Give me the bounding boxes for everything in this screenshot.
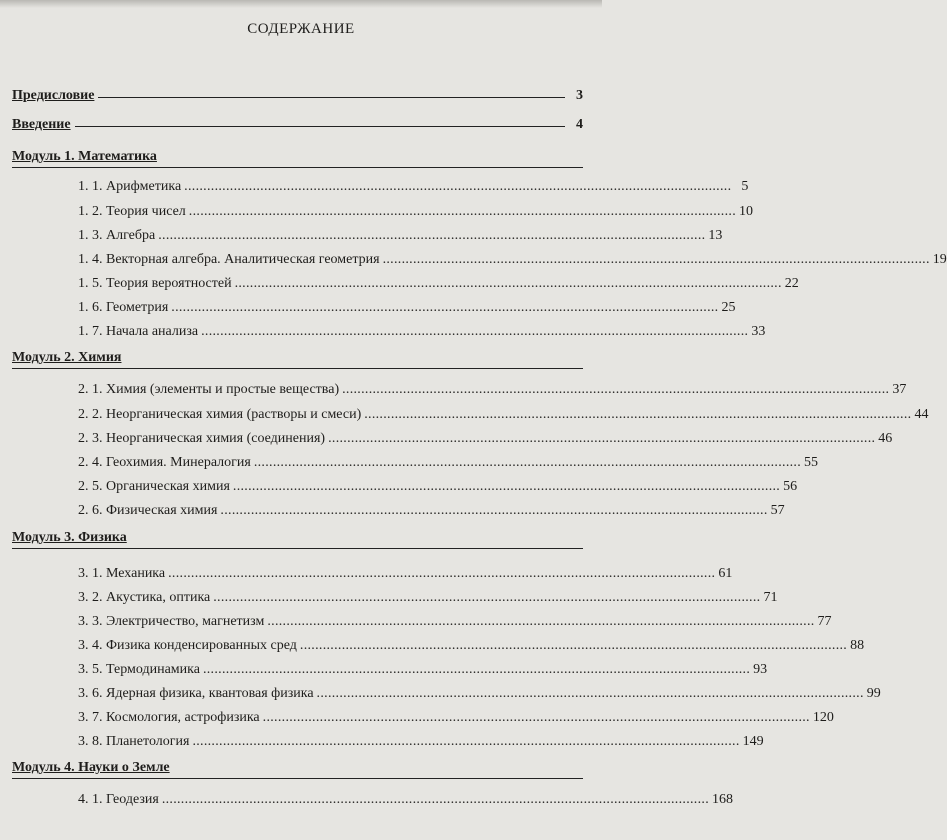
entry-rule xyxy=(98,97,565,98)
toc-item[interactable] xyxy=(78,662,768,678)
leader-dots: ................................................................................................................................................ xyxy=(253,455,802,470)
toc-item[interactable] xyxy=(78,407,929,423)
item-page: 149 xyxy=(742,734,764,749)
item-page: 61 xyxy=(718,566,733,581)
toc-item[interactable] xyxy=(78,686,881,702)
item-page: 56 xyxy=(783,479,798,494)
toc-item[interactable] xyxy=(78,566,733,582)
item-label: 3. 3. Электричество, магнетизм xyxy=(78,614,265,629)
item-page: 22 xyxy=(784,276,799,291)
item-label: 2. 5. Органическая химия xyxy=(78,479,230,494)
leader-dots: ................................................................................................................................................ xyxy=(328,431,876,446)
toc-item[interactable] xyxy=(78,614,832,630)
toc-entry-introduction[interactable] xyxy=(12,117,583,133)
toc-entry-preface[interactable] xyxy=(12,88,583,104)
item-label: 3. 8. Планетология xyxy=(78,734,190,749)
item-page: 19 xyxy=(932,252,947,267)
item-page: 13 xyxy=(708,228,723,243)
module-title: Модуль 3. Физика xyxy=(12,530,127,545)
leader-dots: ................................................................................................................................................ xyxy=(168,566,716,581)
leader-dots: ................................................................................................................................................ xyxy=(234,276,782,291)
toc-item[interactable] xyxy=(78,179,749,195)
module-heading-chemistry[interactable] xyxy=(12,348,583,369)
leader-dots: ................................................................................................................................................ xyxy=(232,479,781,494)
leader-dots: ................................................................................................................................................ xyxy=(299,638,848,653)
toc-item[interactable] xyxy=(78,324,766,340)
leader-dots: ................................................................................................................................................ xyxy=(158,228,706,243)
leader-dots: ................................................................................................................................................ xyxy=(220,503,768,518)
item-label: 1. 6. Геометрия xyxy=(78,300,169,315)
leader-dots: ................................................................................................................................................ xyxy=(184,179,732,194)
item-page: 46 xyxy=(878,431,893,446)
item-label: 4. 1. Геодезия xyxy=(78,792,159,807)
item-page: 44 xyxy=(914,407,929,422)
module-title: Модуль 2. Химия xyxy=(12,350,122,365)
module-heading-earth-sciences[interactable] xyxy=(12,758,583,779)
item-label: 2. 3. Неорганическая химия (соединения) xyxy=(78,431,326,446)
item-label: 3. 2. Акустика, оптика xyxy=(78,590,211,605)
item-page: 5 xyxy=(741,179,749,194)
leader-dots: ................................................................................................................................................ xyxy=(213,590,761,605)
item-page: 71 xyxy=(763,590,778,605)
toc-item[interactable] xyxy=(78,204,753,220)
toc-item[interactable] xyxy=(78,734,764,750)
toc-item[interactable] xyxy=(78,228,723,244)
leader-dots: ................................................................................................................................................ xyxy=(171,300,719,315)
item-page: 77 xyxy=(817,614,832,629)
item-page: 33 xyxy=(751,324,766,339)
toc-item[interactable] xyxy=(78,479,798,495)
leader-dots: ................................................................................................................................................ xyxy=(267,614,815,629)
toc-item[interactable] xyxy=(78,276,799,292)
item-label: 2. 6. Физическая химия xyxy=(78,503,218,518)
item-page: 55 xyxy=(804,455,819,470)
leader-dots: ................................................................................................................................................ xyxy=(161,792,710,807)
leader-dots: ................................................................................................................................................ xyxy=(188,204,736,219)
entry-label: Введение xyxy=(12,117,71,132)
item-label: 1. 3. Алгебра xyxy=(78,228,156,243)
item-label: 1. 7. Начала анализа xyxy=(78,324,199,339)
leader-dots: ................................................................................................................................................ xyxy=(202,662,751,677)
item-page: 99 xyxy=(866,686,881,701)
item-page: 120 xyxy=(812,710,834,725)
item-label: 3. 6. Ядерная физика, квантовая физика xyxy=(78,686,314,701)
module-heading-math[interactable] xyxy=(12,147,583,168)
item-label: 1. 4. Векторная алгебра. Аналитическая геометрия xyxy=(78,252,380,267)
item-page: 168 xyxy=(712,792,734,807)
leader-dots: ................................................................................................................................................ xyxy=(382,252,930,267)
leader-dots: ................................................................................................................................................ xyxy=(262,710,810,725)
module-title: Модуль 1. Математика xyxy=(12,149,157,164)
entry-page: 3 xyxy=(576,88,583,103)
item-label: 2. 4. Геохимия. Минералогия xyxy=(78,455,251,470)
toc-item[interactable] xyxy=(78,792,734,808)
leader-dots: ................................................................................................................................................ xyxy=(342,382,890,397)
item-page: 88 xyxy=(850,638,865,653)
item-label: 1. 5. Теория вероятностей xyxy=(78,276,232,291)
entry-label: Предисловие xyxy=(12,88,95,103)
toc-item[interactable] xyxy=(78,638,865,654)
item-label: 2. 2. Неорганическая химия (растворы и смеси) xyxy=(78,407,362,422)
page-top-edge xyxy=(0,0,602,8)
leader-dots: ................................................................................................................................................ xyxy=(316,686,864,701)
item-label: 3. 7. Космология, астрофизика xyxy=(78,710,260,725)
toc-item[interactable] xyxy=(78,252,947,268)
module-title: Модуль 4. Науки о Земле xyxy=(12,760,170,775)
item-page: 57 xyxy=(770,503,785,518)
toc-item[interactable] xyxy=(78,455,819,471)
item-label: 3. 4. Физика конденсированных сред xyxy=(78,638,297,653)
page-title: СОДЕРЖАНИЕ xyxy=(247,21,355,37)
toc-item[interactable] xyxy=(78,590,778,606)
entry-page: 4 xyxy=(576,117,583,132)
item-page: 10 xyxy=(739,204,753,219)
leader-dots: ................................................................................................................................................ xyxy=(364,407,912,422)
toc-item[interactable] xyxy=(78,300,736,316)
module-heading-physics[interactable] xyxy=(12,528,583,549)
item-page: 37 xyxy=(892,382,907,397)
item-page: 93 xyxy=(753,662,768,677)
item-label: 3. 1. Механика xyxy=(78,566,166,581)
item-label: 1. 1. Арифметика xyxy=(78,179,182,194)
toc-item[interactable] xyxy=(78,710,834,726)
item-label: 3. 5. Термодинамика xyxy=(78,662,200,677)
entry-rule xyxy=(75,126,565,127)
leader-dots: ................................................................................................................................................ xyxy=(201,324,749,339)
toc-item[interactable] xyxy=(78,503,785,519)
item-page: 25 xyxy=(721,300,736,315)
toc-item[interactable] xyxy=(78,431,893,447)
item-label: 2. 1. Химия (элементы и простые вещества) xyxy=(78,382,340,397)
leader-dots: ................................................................................................................................................ xyxy=(192,734,740,749)
item-label: 1. 2. Теория чисел xyxy=(78,204,186,219)
toc-item[interactable] xyxy=(78,382,907,398)
